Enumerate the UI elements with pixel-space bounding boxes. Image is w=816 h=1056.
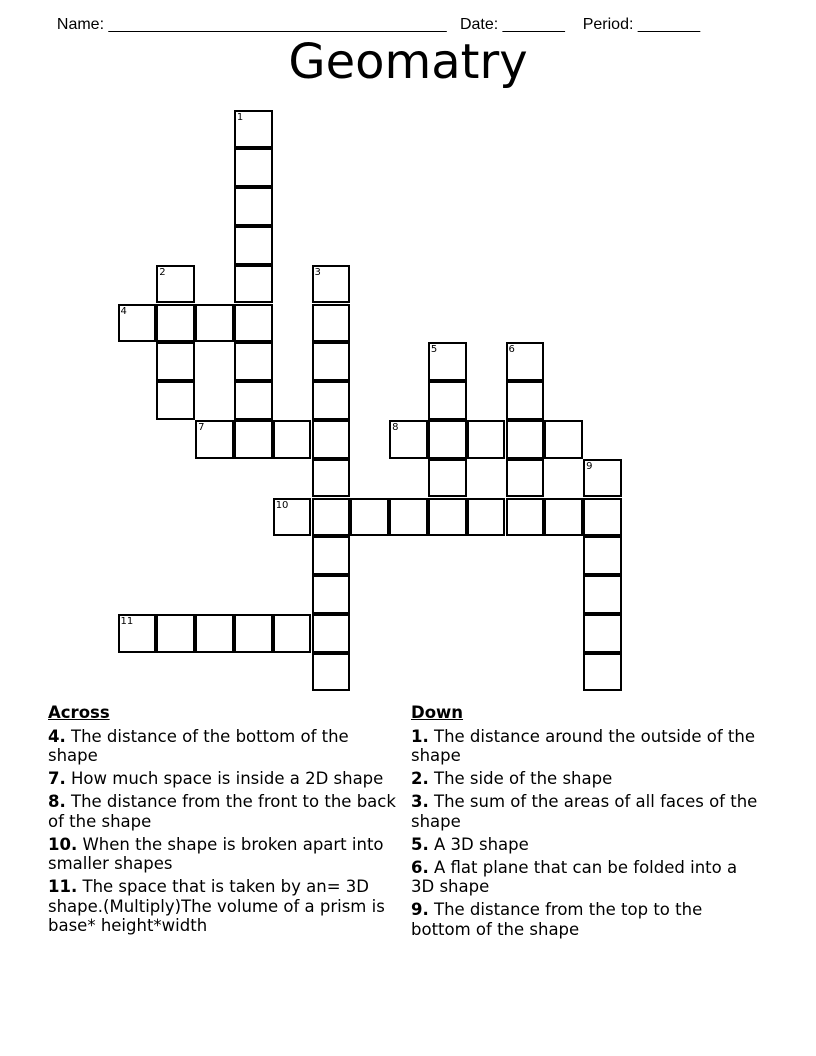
crossword-cell[interactable] (312, 381, 351, 420)
crossword-cell[interactable] (234, 614, 273, 653)
clue-across-10: 10. When the shape is broken apart into smaller shapes (48, 834, 384, 873)
crossword-cell[interactable] (506, 459, 545, 498)
crossword-cell[interactable] (312, 342, 351, 381)
crossword-cell[interactable] (234, 148, 273, 187)
crossword-cell[interactable] (583, 614, 622, 653)
across-clues (48, 703, 396, 939)
crossword-cell[interactable] (350, 498, 389, 537)
crossword-cell[interactable] (273, 420, 312, 459)
crossword-cell[interactable] (312, 653, 351, 692)
clue-across-4: 4. The distance of the bottom of the shape (48, 726, 349, 765)
clue-across-8: 8. The distance from the front to the back of the shape (48, 792, 396, 831)
cell-number: 4 (120, 305, 127, 317)
crossword-cell[interactable] (234, 342, 273, 381)
date-field-label[interactable]: Date: _______ (459, 16, 565, 33)
crossword-cell[interactable] (195, 420, 234, 459)
crossword-cell[interactable] (234, 187, 273, 226)
across-heading: Across (48, 703, 110, 722)
crossword-cell[interactable] (428, 420, 467, 459)
cell-number: 11 (120, 615, 134, 627)
crossword-cell[interactable] (544, 498, 583, 537)
crossword-cell[interactable] (583, 575, 622, 614)
crossword-cell[interactable] (544, 420, 583, 459)
crossword-cell[interactable] (583, 536, 622, 575)
crossword-cell[interactable] (273, 498, 312, 537)
crossword-cell[interactable] (312, 420, 351, 459)
crossword-cell[interactable] (234, 420, 273, 459)
crossword-cell[interactable] (234, 110, 273, 149)
crossword-cell[interactable] (467, 498, 506, 537)
crossword-cell[interactable] (389, 498, 428, 537)
crossword-cell[interactable] (118, 614, 157, 653)
crossword-cell[interactable] (312, 304, 351, 343)
crossword-cell[interactable] (506, 420, 545, 459)
crossword-cell[interactable] (312, 536, 351, 575)
crossword-cell[interactable] (506, 498, 545, 537)
clue-down-6: 6. A flat plane that can be folded into a 3D shape (411, 857, 738, 896)
crossword-cell[interactable] (156, 614, 195, 653)
cell-number: 1 (236, 111, 244, 123)
crossword-cell[interactable] (312, 498, 351, 537)
crossword-cell[interactable] (428, 342, 467, 381)
crossword-cell[interactable] (428, 498, 467, 537)
clue-down-5: 5. A 3D shape (411, 834, 529, 854)
clue-down-3: 3. The sum of the areas of all faces of the shape (411, 792, 758, 831)
crossword-cell[interactable] (234, 381, 273, 420)
clue-down-1: 1. The distance around the outside of the shape (411, 726, 755, 765)
crossword-cell[interactable] (273, 614, 312, 653)
clue-down-2: 2. The side of the shape (411, 769, 613, 788)
crossword-cell[interactable] (583, 459, 622, 498)
cell-number: 6 (508, 344, 515, 356)
cell-number: 5 (430, 344, 438, 356)
period-field-label[interactable]: Period: _______ (582, 16, 701, 33)
crossword-cell[interactable] (118, 304, 157, 343)
crossword-cell[interactable] (156, 304, 195, 343)
crossword-cell[interactable] (583, 498, 622, 537)
crossword-cell[interactable] (156, 381, 195, 420)
crossword-cell[interactable] (234, 226, 273, 265)
crossword-cell[interactable] (312, 265, 351, 304)
down-clues (411, 703, 763, 943)
cell-number: 2 (159, 266, 166, 278)
crossword-cell[interactable] (428, 459, 467, 498)
name-field-label[interactable]: Name: ______________________________________ (56, 16, 447, 33)
crossword-cell[interactable] (195, 304, 234, 343)
crossword-cell[interactable] (312, 614, 351, 653)
crossword-cell[interactable] (506, 381, 545, 420)
clue-across-7: 7. How much space is inside a 2D shape (48, 769, 384, 788)
crossword-cell[interactable] (506, 342, 545, 381)
crossword-cell[interactable] (467, 420, 506, 459)
down-heading: Down (411, 703, 464, 722)
crossword-cell[interactable] (583, 653, 622, 692)
cell-number: 7 (198, 421, 205, 433)
clue-across-11: 11. The space that is taken by an= 3D shape.(Multiply)The volume of a prism is base* height*width (48, 877, 385, 935)
crossword-cell[interactable] (156, 342, 195, 381)
crossword-cell[interactable] (389, 420, 428, 459)
cell-number: 10 (275, 499, 289, 511)
crossword-cell[interactable] (428, 381, 467, 420)
clue-down-9: 9. The distance from the top to the bottom of the shape (411, 900, 703, 939)
crossword-cell[interactable] (195, 614, 234, 653)
cell-number: 3 (314, 266, 321, 278)
crossword-cell[interactable] (312, 459, 351, 498)
crossword-cell[interactable] (234, 304, 273, 343)
page-title: Geomatry (288, 34, 528, 90)
crossword-cell[interactable] (156, 265, 195, 304)
cell-number: 8 (392, 421, 399, 433)
cell-number: 9 (586, 460, 593, 472)
crossword-cell[interactable] (234, 265, 273, 304)
crossword-cell[interactable] (312, 575, 351, 614)
